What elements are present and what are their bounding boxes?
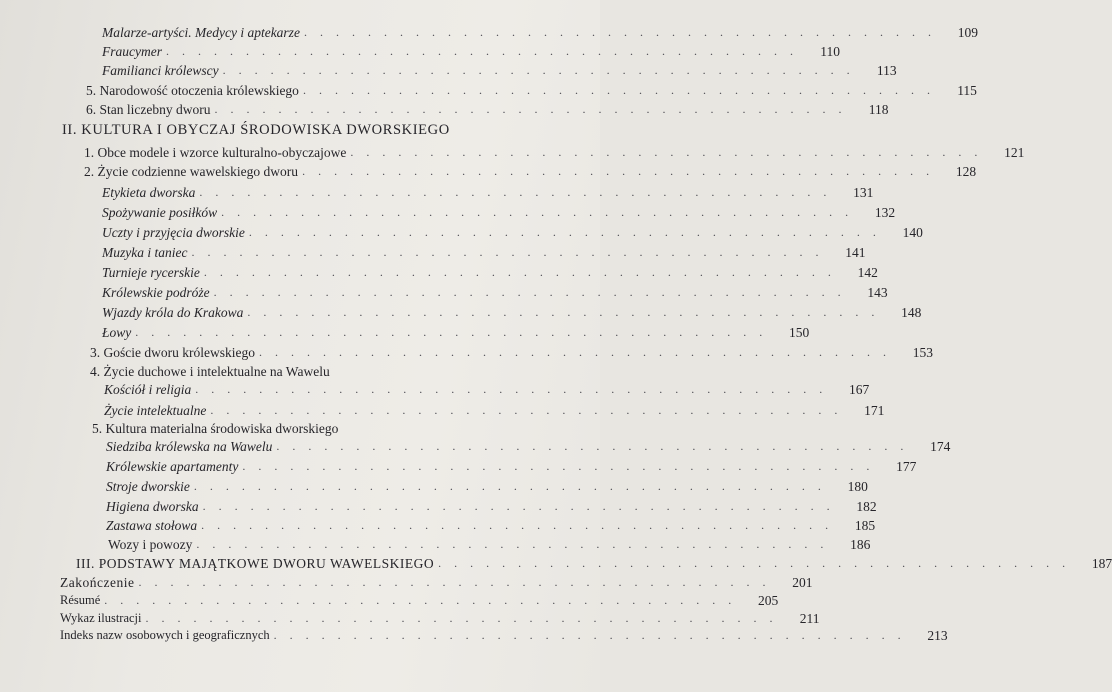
- toc-entry-label: Łowy: [102, 325, 132, 340]
- toc-entry-label: III. PODSTAWY MAJĄTKOWE DWORU WAWELSKIEGO: [76, 556, 435, 571]
- toc-entry-page: 143: [867, 285, 888, 300]
- dot-leader: . . . . . . . . . . . . . . . . . . . . . . . . . . . . . . . . . . . . . . . .: [145, 611, 778, 625]
- toc-entry-page: 187: [1091, 556, 1112, 571]
- dot-leader: . . . . . . . . . . . . . . . . . . . . . . . . . . . . . . . . . . . . . . . .: [138, 575, 771, 589]
- dot-leader: . . . . . . . . . . . . . . . . . . . . . . . . . . . . . . . . . . . . . . . .: [273, 628, 906, 642]
- toc-entry-label: Uczty i przyjęcia dworskie: [102, 225, 245, 240]
- toc-entry: [102, 300, 922, 320]
- toc-entry-page: 167: [849, 382, 870, 397]
- dot-leader: . . . . . . . . . . . . . . . . . . . . . . . . . . . . . . . . . . . . . . . .: [303, 25, 936, 39]
- toc-entry-page: 211: [799, 611, 820, 626]
- dot-leader: . . . . . . . . . . . . . . . . . . . . . . . . . . . . . . . . . . . . . . . .: [104, 593, 737, 607]
- toc-entry-page: 142: [857, 265, 878, 280]
- toc-entry-page: 109: [957, 25, 978, 40]
- toc-entry: [60, 588, 779, 608]
- toc-entry: [102, 320, 810, 340]
- toc-entry-label: Wykaz ilustracji: [60, 611, 142, 625]
- dot-leader: . . . . . . . . . . . . . . . . . . . . . . . . . . . . . . . . . . . . . . . .: [248, 225, 881, 239]
- toc-entry-page: 121: [1004, 145, 1025, 160]
- toc-entry: [102, 20, 978, 40]
- toc-entry: [84, 140, 1025, 160]
- toc-entry: [106, 513, 876, 533]
- toc-entry-label: Fraucymer: [102, 44, 162, 59]
- toc-entry: [102, 260, 878, 280]
- toc-entry: [104, 398, 885, 418]
- dot-leader: . . . . . . . . . . . . . . . . . . . . . . . . . . . . . . . . . . . . . . . .: [201, 518, 834, 532]
- toc-entry-label: Królewskie podróże: [102, 285, 210, 300]
- toc-entry: [106, 434, 951, 454]
- dot-leader: . . . . . . . . . . . . . . . . . . . . . . . . . . . . . . . . . . . . . . . .: [302, 83, 935, 97]
- dot-leader: . . . . . . . . . . . . . . . . . . . . . . . . . . . . . . . . . . . . . . . .: [438, 556, 1071, 570]
- toc-entry-label: Stroje dworskie: [106, 479, 190, 494]
- toc-entry-page: 140: [902, 225, 923, 240]
- dot-leader: . . . . . . . . . . . . . . . . . . . . . . . . . . . . . . . . . . . . . . . .: [247, 305, 880, 319]
- toc-entry: [102, 280, 888, 300]
- toc-entry-page: 110: [820, 44, 840, 59]
- toc-entry-label: 6. Stan liczebny dworu: [86, 102, 211, 117]
- toc-entry-page: 150: [789, 325, 810, 340]
- toc-entry-label: II. KULTURA I OBYCZAJ ŚRODOWISKA DWORSKIEGO: [62, 122, 450, 138]
- toc-entry: [102, 240, 866, 260]
- toc-entry-label: Wjazdy króla do Krakowa: [102, 305, 244, 320]
- toc-entry: [106, 474, 868, 494]
- toc-entry-page: 177: [896, 459, 917, 474]
- toc-entry-page: 113: [876, 63, 897, 78]
- toc-entry-page: 148: [901, 305, 922, 320]
- dot-leader: . . . . . . . . . . . . . . . . . . . . . . . . . . . . . . . . . . . . . . . .: [203, 265, 836, 279]
- toc-entry-label: Siedziba królewska na Wawelu: [106, 439, 273, 454]
- toc-entry-label: Życie intelektualne: [104, 403, 207, 418]
- toc-entry-page: 185: [854, 518, 876, 533]
- dot-leader: . . . . . . . . . . . . . . . . . . . . . . . . . . . . . . . . . . . . . . . .: [165, 44, 798, 58]
- toc-entry: [86, 97, 889, 117]
- toc-entry-label: 1. Obce modele i wzorce kulturalno-obyczajowe: [84, 145, 347, 160]
- toc-entry-page: 205: [758, 593, 779, 608]
- toc-entry-page: 213: [927, 628, 948, 643]
- dot-leader: . . . . . . . . . . . . . . . . . . . . . . . . . . . . . . . . . . . . . . . .: [195, 382, 828, 396]
- toc-entry-page: 182: [856, 499, 877, 514]
- toc-entry-label: Indeks nazw osobowych i geograficznych: [60, 628, 270, 642]
- toc-entry-label: Kościół i religia: [104, 382, 192, 397]
- dot-leader: . . . . . . . . . . . . . . . . . . . . . . . . . . . . . . . . . . . . . . . .: [135, 325, 768, 339]
- toc-entry: [102, 200, 896, 220]
- toc-entry: [102, 39, 840, 59]
- dot-leader: . . . . . . . . . . . . . . . . . . . . . . . . . . . . . . . . . . . . . . . .: [191, 245, 824, 259]
- toc-entry: [106, 494, 877, 514]
- dot-leader: . . . . . . . . . . . . . . . . . . . . . . . . . . . . . . . . . . . . . . . .: [199, 185, 832, 199]
- toc-entry-label: 5. Kultura materialna środowiska dworskiego: [92, 421, 339, 436]
- toc-entry-page: 141: [845, 245, 866, 260]
- dot-leader: . . . . . . . . . . . . . . . . . . . . . . . . . . . . . . . . . . . . . . . .: [214, 102, 847, 116]
- toc-entry: [102, 180, 874, 200]
- toc-entry-page: 132: [874, 205, 896, 220]
- toc-entry: [90, 359, 600, 379]
- dot-leader: . . . . . . . . . . . . . . . . . . . . . . . . . . . . . . . . . . . . . . . .: [193, 479, 826, 493]
- dot-leader: . . . . . . . . . . . . . . . . . . . . . . . . . . . . . . . . . . . . . . . .: [196, 537, 829, 551]
- toc-entry-label: 3. Goście dworu królewskiego: [90, 345, 255, 360]
- toc-entry: [60, 623, 948, 643]
- toc-entry-label: Wozy i powozy: [108, 537, 193, 552]
- toc-entry-label: Higiena dworska: [106, 499, 199, 514]
- dot-leader: . . . . . . . . . . . . . . . . . . . . . . . . . . . . . . . . . . . . . . . .: [242, 459, 875, 473]
- dot-leader: . . . . . . . . . . . . . . . . . . . . . . . . . . . . . . . . . . . . . . . .: [350, 145, 983, 159]
- toc-entry: [102, 220, 923, 240]
- toc-entry: [104, 377, 870, 397]
- toc-entry-label: Zastawa stołowa: [106, 518, 198, 533]
- toc-entry-label: Królewskie apartamenty: [106, 459, 239, 474]
- toc-entry-label: 2. Życie codzienne wawelskiego dworu: [84, 164, 299, 179]
- toc-entry: [106, 454, 917, 474]
- toc-entry-page: 118: [868, 102, 889, 117]
- toc-entry-label: Résumé: [60, 593, 101, 607]
- toc-part-heading: [62, 118, 600, 138]
- toc-entry: [102, 58, 897, 78]
- toc-entry-label: 4. Życie duchowe i intelektualne na Wawelu: [90, 364, 330, 379]
- toc-entry-page: 174: [930, 439, 951, 454]
- toc-entry: [84, 159, 977, 179]
- toc-entry-label: Etykieta dworska: [102, 185, 196, 200]
- dot-leader: . . . . . . . . . . . . . . . . . . . . . . . . . . . . . . . . . . . . . . . .: [210, 403, 843, 417]
- toc-entry: [60, 570, 813, 590]
- toc-entry-label: Zakończenie: [60, 575, 135, 590]
- dot-leader: . . . . . . . . . . . . . . . . . . . . . . . . . . . . . . . . . . . . . . . .: [276, 439, 909, 453]
- toc-entry: [108, 532, 871, 552]
- dot-leader: . . . . . . . . . . . . . . . . . . . . . . . . . . . . . . . . . . . . . . . .: [222, 63, 855, 77]
- toc-entry-label: 5. Narodowość otoczenia królewskiego: [86, 83, 299, 98]
- toc-entry: [92, 416, 600, 436]
- toc-entry: [90, 340, 933, 360]
- toc-entry-page: 153: [912, 345, 933, 360]
- toc-entry-label: Spożywanie posiłków: [102, 205, 218, 220]
- toc-entry-page: 131: [853, 185, 874, 200]
- toc-entry-label: Familianci królewscy: [102, 63, 219, 78]
- toc-entry: [86, 78, 977, 98]
- toc-entry-label: Turnieje rycerskie: [102, 265, 200, 280]
- toc-entry-page: 201: [792, 575, 813, 590]
- toc-entry-label: Muzyka i taniec: [102, 245, 188, 260]
- toc-entry-label: Malarze-artyści. Medycy i aptekarze: [102, 25, 300, 40]
- dot-leader: . . . . . . . . . . . . . . . . . . . . . . . . . . . . . . . . . . . . . . . .: [302, 164, 935, 178]
- dot-leader: . . . . . . . . . . . . . . . . . . . . . . . . . . . . . . . . . . . . . . . .: [213, 285, 846, 299]
- toc-entry-page: 171: [864, 403, 885, 418]
- dot-leader: . . . . . . . . . . . . . . . . . . . . . . . . . . . . . . . . . . . . . . . .: [221, 205, 854, 219]
- toc-entry-page: 180: [847, 479, 868, 494]
- toc-entry-page: 128: [955, 164, 977, 179]
- toc-entry-page: 115: [957, 83, 977, 98]
- toc-entry-page: 186: [850, 537, 871, 552]
- dot-leader: . . . . . . . . . . . . . . . . . . . . . . . . . . . . . . . . . . . . . . . .: [258, 345, 891, 359]
- dot-leader: . . . . . . . . . . . . . . . . . . . . . . . . . . . . . . . . . . . . . . . .: [202, 499, 835, 513]
- toc-part-heading: [76, 551, 1112, 571]
